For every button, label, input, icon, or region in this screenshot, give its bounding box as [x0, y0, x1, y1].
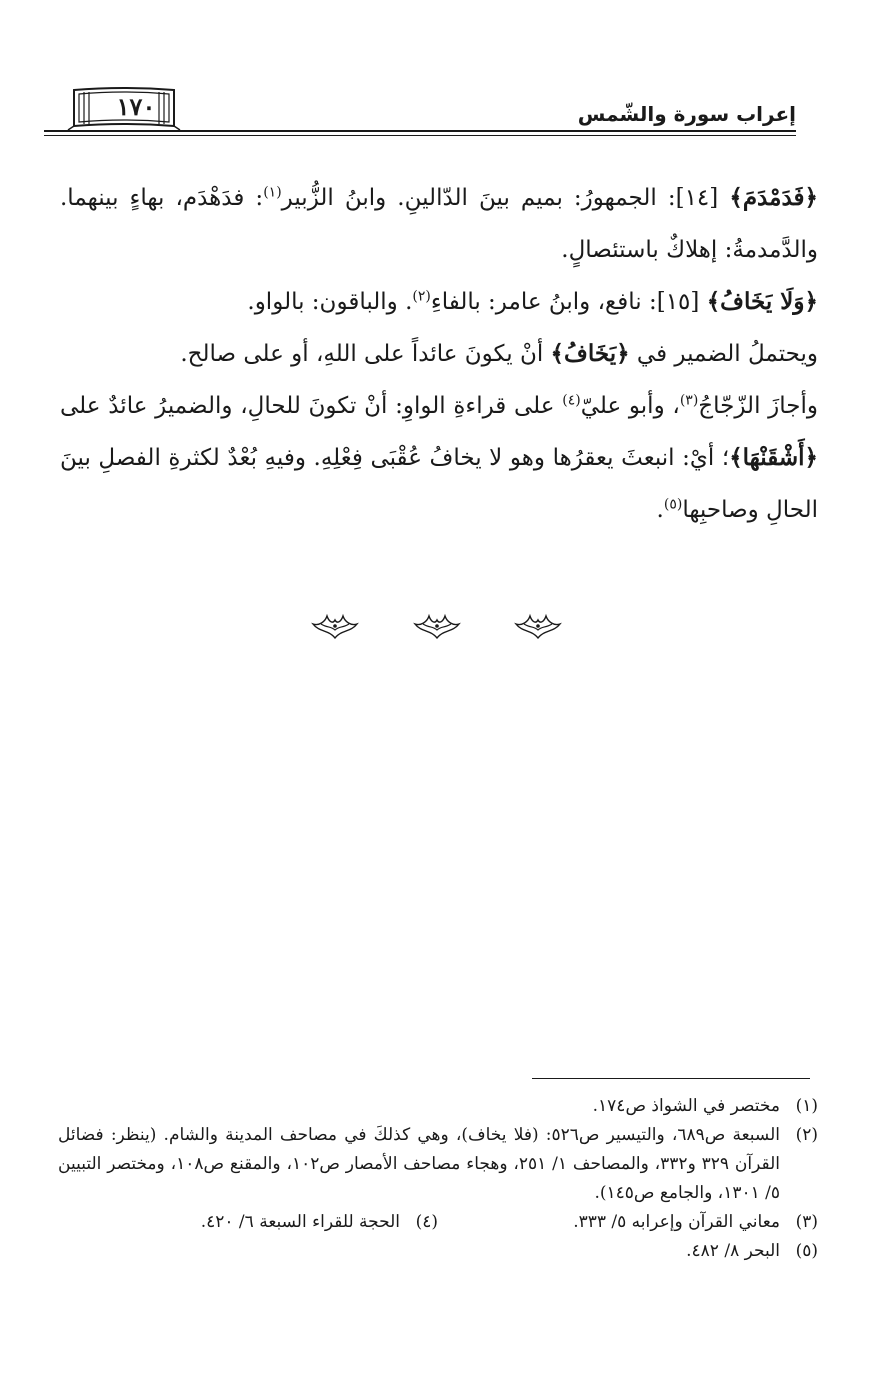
text: وأجازَ الزّجّاجُ	[698, 393, 818, 419]
fleuron-icon	[407, 612, 467, 644]
header-rule-thin	[44, 135, 796, 136]
footnote-ref: (٣)	[679, 392, 699, 409]
footnote-separator	[532, 1078, 810, 1079]
footnote-1	[58, 1092, 818, 1121]
quran-quote: ﴿يَخَافُ﴾	[550, 340, 630, 367]
text: [١٥]: نافع، وابنُ عامر: بالفاءِ	[430, 289, 707, 315]
paragraph-3	[60, 328, 818, 380]
footnote-number: (٢)	[795, 1125, 818, 1145]
footnote-ref: (٤)	[562, 392, 581, 409]
quran-quote: ﴿فَدَمْدَمَ﴾	[729, 184, 818, 211]
page-header	[44, 84, 796, 136]
quran-quote: ﴿وَلَا يَخَافُ﴾	[706, 288, 818, 315]
text: أنْ يكونَ عائداً على اللهِ، أو على صالح.	[180, 341, 551, 367]
fleuron-icon	[305, 612, 365, 644]
footnote-4	[58, 1208, 438, 1237]
text: ويحتملُ الضمير في	[629, 341, 818, 367]
footnote-row-3-4	[58, 1208, 818, 1237]
paragraph-2	[60, 276, 818, 328]
footnote-ref: (٢)	[412, 288, 431, 305]
page-number: ١٧٠	[116, 92, 156, 121]
footnote-2	[58, 1121, 818, 1208]
section-ornaments	[0, 612, 873, 644]
footnote-text: الحجة للقراء السبعة ٦/ ٤٢٠.	[200, 1212, 400, 1232]
main-text	[60, 172, 818, 536]
text: [١٤]: الجمهورُ: بميم بينَ الدّالينِ. وابنُ الزُّبير	[281, 185, 730, 211]
footnote-ref: (٥)	[663, 496, 683, 513]
paragraph-1	[60, 172, 818, 276]
text: . والباقون: بالواو.	[247, 289, 413, 315]
header-rule	[44, 130, 796, 132]
fleuron-icon	[508, 612, 568, 644]
footnote-number: (٥)	[795, 1241, 818, 1261]
footnote-text: السبعة ص٦٨٩، والتيسير ص٥٢٦: (فلا يخاف)، وهي كذلكَ في مصاحف المدينة والشام. (ينظر: فضائل القرآن ٣٢٩ و٣٣٢، والمصاحف ١/ ٢٥١، وهجاء مصاحف الأمصار ص١٠٢، والمقنع ص١٠٨، ومختصر التبيين ٥/ ١٣٠١، والجامع ص١٤٥).	[58, 1125, 780, 1203]
text: ، وأبو عليّ	[580, 393, 680, 419]
text: ؛ أيْ: انبعثَ يعقرُها وهو لا يخافُ عُقْبَى فِعْلِهِ. وفيهِ بُعْدٌ لكثرةِ الفصلِ بينَ الحالِ وصاحبِها	[60, 445, 818, 523]
page-number-frame	[44, 86, 204, 128]
footnote-number: (١)	[795, 1096, 818, 1116]
paragraph-4	[60, 380, 818, 536]
footnote-number: (٣)	[795, 1212, 818, 1232]
footnote-5	[58, 1237, 818, 1266]
footnotes	[58, 1092, 818, 1266]
footnote-text: البحر ٨/ ٤٨٢.	[686, 1241, 780, 1261]
footnote-3	[438, 1208, 818, 1237]
quran-quote: ﴿أَشْقَنْهَا﴾	[729, 444, 818, 471]
footnote-text: مختصر في الشواذ ص١٧٤.	[592, 1096, 780, 1116]
running-title: إعراب سورة والشّمس	[577, 102, 796, 126]
text: : فدَهْدَم، بهاءٍ بينهما. والدَّمدمةُ: إهلاكٌ باستئصالٍ.	[60, 185, 818, 263]
text: على قراءةِ الواوِ: أنْ تكونَ للحالِ، والضميرُ عائدٌ على	[60, 393, 563, 419]
text: .	[656, 497, 664, 523]
footnote-text: معاني القرآن وإعرابه ٥/ ٣٣٣.	[573, 1212, 780, 1232]
footnote-ref: (١)	[263, 184, 282, 201]
footnote-number: (٤)	[415, 1212, 438, 1232]
